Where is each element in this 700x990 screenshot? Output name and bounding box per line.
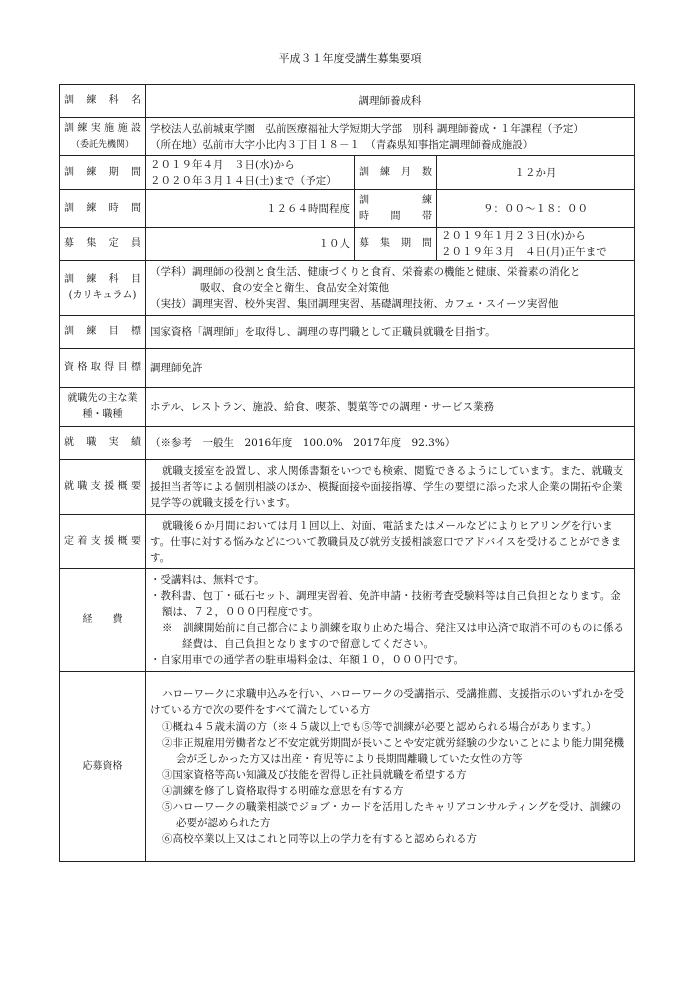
goal-label: 訓 練 目 標 xyxy=(64,326,141,337)
eligibility-item: ①概ね４５歳未満の方（※４５歳以上でも⑤等で訓練が必要と認められる場合があります。） xyxy=(162,721,597,733)
capacity-value: １０人 xyxy=(146,228,355,261)
eligibility-item: ⑥高校卒業以上又はこれと同等以上の学力を有すると認められる方 xyxy=(162,833,477,845)
period-label: 訓 練 期 間 xyxy=(64,166,141,178)
facility-sublabel: （委託先機関） xyxy=(70,139,134,150)
recruitment-table xyxy=(59,84,635,862)
capacity-label: 募 集 定 員 xyxy=(64,238,141,249)
cost-item-materials: ・教科書、包丁・砥石セット、調理実習着、免許申請・技術考査受験料等は自己負担となります。金額は、７２，０００円程度です。 xyxy=(150,590,621,618)
eligibility-item: ④訓練を修了し資格取得する明確な意思を有する方 xyxy=(162,785,404,797)
band-sublabel: 時 間 帯 xyxy=(359,210,432,222)
row-results xyxy=(60,427,635,460)
period-start: ２０１９年４月 ３日(水)から xyxy=(150,158,295,171)
subjects-label: 訓 練 科 目 xyxy=(64,274,141,285)
row-course xyxy=(60,85,635,118)
period-end: ２０２０年３月１４日(土)まで（予定） xyxy=(150,174,337,187)
retention-value: 就職後６か月間においては月１回以上、対面、電話またはメールなどによりヒアリングを行います。仕事に対する悩みなどについて教職員及び就労支援相談窓口でアドバイスを受けることができます。 xyxy=(146,515,635,569)
row-cost xyxy=(60,569,635,672)
qualification-value: 調理師免許 xyxy=(146,349,635,388)
band-value: ９：００～１８：００ xyxy=(437,190,635,228)
results-label: 就 職 実 績 xyxy=(64,437,141,448)
row-capacity xyxy=(60,228,635,261)
support-label: 就 職 支 援 概 要 xyxy=(64,481,141,492)
eligibility-item: ③国家資格等高い知識及び技能を習得し正社員就職を希望する方 xyxy=(162,769,467,781)
subjects-theory-cont: 吸収、食の安全と衛生、食品安全対策他 xyxy=(200,282,389,294)
facility-label: 訓 練 実 施 施 設 xyxy=(64,122,141,134)
eligibility-label: 応募資格 xyxy=(60,672,146,862)
goal-value: 国家資格「調理師」を取得し、調理の専門職として正職員就職を目指す。 xyxy=(146,316,635,349)
band-label: 訓 練 xyxy=(359,194,432,206)
jobs-value: ホテル、レストラン、施設、給食、喫茶、製菓等での調理・サービス業務 xyxy=(146,388,635,427)
recruit-end: ２０１９年３月 ４日(月)正午まで xyxy=(441,246,607,258)
jobs-label: 就職先の主な業種・職種 xyxy=(60,388,146,427)
hours-label: 訓 練 時 間 xyxy=(64,202,141,214)
hours-value: １２６４時間程度 xyxy=(146,190,355,228)
row-eligibility xyxy=(60,672,635,862)
retention-label: 定 着 支 援 概 要 xyxy=(64,535,141,547)
row-hours xyxy=(60,190,635,228)
facility-name: 学校法人弘前城東学園 弘前医療福祉大学短期大学部 別科 調理師養成・１年課程（予定） xyxy=(150,122,584,135)
course-value: 調理師養成科 xyxy=(146,85,635,118)
subjects-theory: （学科）調理師の役割と食生活、健康づくりと食育、栄養素の機能と健康、栄養素の消化と xyxy=(150,266,581,278)
months-value: １２か月 xyxy=(437,156,635,190)
months-label: 訓 練 月 数 xyxy=(359,166,432,178)
page-title: 平成３１年度受講生募集要項 xyxy=(278,52,422,65)
recruit-start: ２０１９年１月２３日(水)から xyxy=(441,230,586,242)
row-qualification xyxy=(60,349,635,388)
row-subjects xyxy=(60,261,635,316)
eligibility-item: ②非正規雇用労働者など不安定就労期間が長いことや安定就労経験の少ないことにより能力開発機会が乏しかった方又は出産・育児等により長期間離職していた女性の方等 xyxy=(162,737,624,765)
cost-item-parking: ・自家用車での通学者の駐車場料金は、年額１０，０００円です。 xyxy=(150,654,465,666)
subjects-sublabel: (カリキュラム) xyxy=(68,290,137,301)
row-retention xyxy=(60,515,635,569)
cost-item-tuition: ・受講料は、無料です。 xyxy=(150,574,265,586)
row-period xyxy=(60,156,635,190)
qualification-label: 資 格 取 得 目 標 xyxy=(64,362,141,373)
support-value: 就職支援室を設置し、求人関係書類をいつでも検索、閲覧できるようにしています。また、就職支援担当者等による個別相談のほか、模擬面接や面接指導、学生の要望に添った求人企業の開拓や企業見学等の就職支援を行います。 xyxy=(146,460,635,515)
eligibility-item: ⑤ハローワークの職業相談でジョブ・カードを活用したキャリアコンサルティングを受け、訓練の必要が認められた方 xyxy=(162,801,622,829)
subjects-practice: （実技）調理実習、校外実習、集団調理実習、基礎調理技術、カフェ・スイーツ実習他 xyxy=(150,298,559,310)
facility-address: （所在地）弘前市大字小比内３丁目１８－１ （青森県知事指定調理師養成施設） xyxy=(150,138,534,151)
eligibility-intro: ハローワークに求職申込みを行い、ハローワークの受講指示、受講推薦、支援指示のいずれかを受けている方で次の要件をすべて満たしている方 xyxy=(150,688,624,716)
row-facility xyxy=(60,118,635,156)
results-value: （※参考 一般生 2016年度 100.0% 2017年度 92.3%） xyxy=(146,427,635,460)
cost-note: ※ 訓練開始前に自己都合により訓練を取り止めた場合、発注又は申込済で取消不可のものに係る経費は、自己負担となりますので留意してください。 xyxy=(162,622,624,650)
row-goal xyxy=(60,316,635,349)
cost-label: 経 費 xyxy=(60,569,146,672)
recruit-period-label: 募 集 期 間 xyxy=(359,238,432,249)
row-support xyxy=(60,460,635,515)
row-jobs xyxy=(60,388,635,427)
course-label: 訓 練 科 名 xyxy=(64,95,141,106)
